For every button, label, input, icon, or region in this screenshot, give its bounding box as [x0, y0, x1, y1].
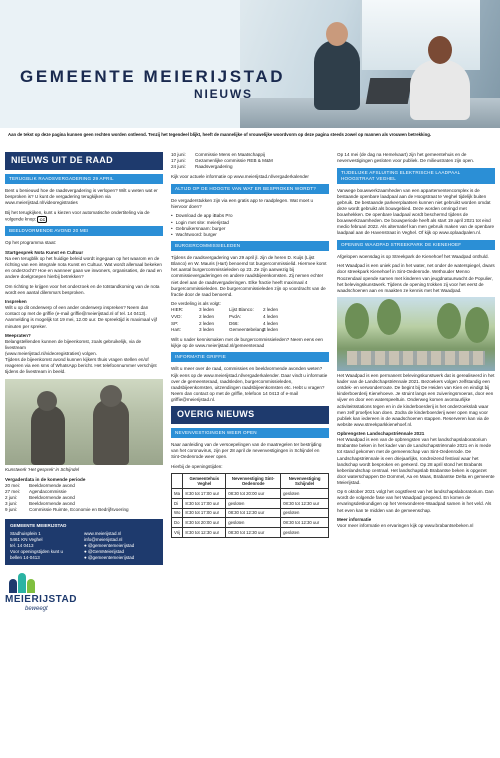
page-subtitle: NIEUWS — [194, 87, 253, 101]
contact-line: bellen 14-0413 — [10, 555, 40, 561]
statue-figure — [31, 405, 65, 465]
paragraph: Vanwege bouwwerkzaamheden van een appartementencomplex is de bestaande openbare laadpaal aan de Hoogstraat te Veghel tijdelijk buiten gebruik. De bestaande parkeerplaatsen kunnen niet gebruikt worden omdat deze wordt gebruikt als bouwgebied. Deze worden omringd met bouwhekken. De openbare laadpaal wordt beschermd tijdens de bouwwerkzaamheden. De bouwperiode heeft als start 19 april 2021 tot eind medio februari 2022. Als alternatief kan men gebruik maken van de openbare laadpaal aan de Havenstraat in Veghel. Of kijk op www.oplaadpalen.nl. — [337, 187, 495, 236]
paragraph: Het Waadpad is een van de opbrengsten van het landschapslaboratorium Brabantse beken in het kader van de Landschapstriënnale 2021 en is mede tot stand gekomen met de gemeenschap van Sint-Oedenrode. De Landschapstriënnale is een driejaarlijks, rondreizend festival waar het landschap wordt besproken en geëxerd. Op 28 april stond het Brabants kebenlandschap centraal. Het landschapslab Brabantse beken is opgezet door waterschappen De Dommel, Aa en Maas, Brabantse Delta en gemeente Meierijstad. — [337, 437, 495, 485]
subheading-waadpad: OPENING WAADPAD STREEKPARK DE KIENEHOEF — [337, 240, 495, 250]
table-cell: 08:30 tot 12:30 uur — [226, 508, 281, 518]
statue-figure — [93, 399, 129, 465]
table-header-cell: Nevenvestiging Sint-Oedenrode — [226, 474, 281, 489]
table-header-row — [172, 474, 329, 489]
paragraph: Voor meer informatie en ervaringen kijk op www.brabantsebeken.nl — [337, 523, 474, 529]
paragraph: (www.meierijstad.nl/videoregistraties) volgen. — [5, 351, 97, 357]
agenda-event: Gezamenlijke commissie REB & M&M — [195, 158, 273, 164]
contact-line: tel. 14 0413 — [10, 543, 34, 549]
table-cell: gesloten — [226, 499, 281, 509]
header-photo-person — [314, 40, 360, 110]
paragraph: Wilt u nader kennismaken met de burgercommissieleden? Neem eens een kijkje op de www.meierijstad.nl/gemeenteraad — [171, 336, 323, 348]
meierijstad-logo — [5, 573, 163, 614]
table-cell: gesloten — [281, 528, 329, 538]
tree-shape — [437, 303, 461, 339]
heading-landschapstriennale: Opbrengsten Landschapstriënnale 2021 — [337, 431, 425, 437]
contact-online — [84, 523, 158, 561]
table-row — [172, 508, 329, 518]
table-cell: Do — [172, 518, 183, 528]
facebook-handle: @gemeentemeierijstad — [87, 543, 135, 549]
party-name: PvdA: — [229, 313, 242, 319]
party-count: 2 leden — [199, 320, 215, 326]
paragraph: Na een terugblik op het huidige beleid wordt ingegaan op het waarom en de richting van een integrale nota Kunst en Cultuur. Wat wordt allemaal bekeken en onderzocht? Hoe en wanneer gaan we inwoners, organisaties, de raad en andere doelgroepen hierbij betrekken? — [5, 255, 162, 280]
agenda-list — [5, 483, 163, 513]
tree-shape — [377, 299, 401, 335]
artwork-photo — [5, 379, 163, 465]
paragraph: Afgelopen woensdag is op Streekpark de Kienehoef het Waadpad onthuld. — [337, 253, 489, 259]
paragraph: De verdeling is als volgt: — [171, 301, 221, 307]
agenda-date: 27 mei: — [5, 489, 21, 495]
party-count: 3 leden — [263, 327, 279, 333]
table-cell: 8:30 tot 17:00 uur — [183, 499, 226, 509]
instagram-link[interactable] — [84, 555, 158, 561]
table-cell: gesloten — [281, 508, 329, 518]
agenda-date: 9 juni: — [5, 507, 18, 513]
member-distribution — [171, 307, 329, 333]
agenda-date: 2 juni: — [5, 495, 18, 501]
list-item: • Download de app iBabs Pro — [171, 213, 329, 219]
contact-title: GEMEENTE MEIERIJSTAD — [10, 523, 67, 529]
agenda-event: Agendacommissie — [29, 489, 67, 495]
header-photo-laptop — [366, 78, 413, 104]
table-cell: 08:30 tot 12:30 uur — [281, 499, 329, 509]
twitter-icon: ● — [84, 549, 88, 555]
subheading-informatie-griffie: INFORMATIE GRIFFIE — [171, 352, 329, 362]
closed-caption-icon: CC — [37, 216, 47, 223]
agenda-date: 10 juni: — [171, 152, 186, 157]
table-row — [172, 518, 329, 528]
agenda-event: Beeldvormende avond — [29, 495, 75, 501]
statue-head — [37, 391, 57, 411]
twitter-handle: @GemMeierijstad — [87, 549, 125, 555]
app-instructions-list — [171, 213, 329, 237]
contact-address — [10, 523, 84, 561]
agenda-date: 20 mei: — [5, 483, 21, 489]
paragraph: Het Waadpad is een permanent belevingskunstwerk dat is gerealiseerd in het kader van de Landschapstriënnale 2021. Bezoekers volgen zelfstandig een ontdek- en verwonderroute. De begint bij De Heiden van Kien en eindigt bij kinderboerderij Kienehoeve. Je struint langs een zuiveringsmoeras, door een vijver en door een waterspeeltuin. Onderweg komen avontuurlijke activiteitsstations tegen en in de kinderboerderij is het onderzoekslab waar men zelf proefjes kan doen. Zodra de kinderboerderij weer open mag voor publiek kan iedereen in de waadschoenen stappen. Reserveren kan via de website www.streekparkkienehoef.nl. — [337, 373, 495, 427]
paragraph: Om richting te krijgen voor het onderzoek en de totstandkoming van de nota wordt een aantal dilemma's besproken. — [5, 283, 160, 295]
facebook-icon: ● — [84, 543, 88, 549]
table-cell: 8:30 tot 17:00 uur — [183, 508, 226, 518]
party-count: 3 leden — [199, 327, 215, 333]
agenda-item — [5, 507, 163, 513]
header-banner — [0, 0, 500, 128]
table-cell: 8:30 tot 17:00 uur — [183, 489, 226, 499]
agenda-event: Commissie Ruimte, Economie en Bedrijfsvoering — [29, 507, 129, 513]
party-name: HIER: — [171, 307, 184, 313]
subheading-terugblik: TERUGBLIK RAADSVERGADERING 29 APRIL — [5, 174, 163, 184]
party-name: Hart: — [171, 327, 181, 333]
photo-caption: Kunstwerk 'Het gesprek' in Schijndel — [5, 467, 80, 472]
subheading-nevenvestigingen: NEVENVESTIGINGEN WEER OPEN — [171, 428, 329, 438]
table-cell: Vrij — [172, 528, 183, 538]
heading-meer-informatie: Meer informatie — [337, 517, 372, 523]
waadpad-photo — [337, 297, 495, 371]
logo-name: MEIERIJSTAD — [5, 594, 77, 606]
heading-kunst-cultuur: Startgesprek Nota Kunst en Cultuur — [5, 249, 84, 255]
paragraph: Het Waadpad is een uniek pad in het water, net onder de waterspiegel, dwars door streekpark Kienehoef in Sint-Oedenrode. Wethouder Menno Roozendaal opende samen met kinderen van jeugdnatuurwacht de Populier, het belevingskunstwerk. Tijdens de opening trokken zij voor het eerst de waadschoenen aan en maakten ze kennis met het Waadpad. — [337, 263, 495, 293]
contact-line: 5461 KN Veghel — [10, 537, 43, 543]
agenda-event: Beeldvormende avond — [29, 501, 75, 507]
column-3 — [337, 152, 495, 533]
section-title-overig: OVERIG NIEUWS — [171, 406, 329, 424]
paragraph: Belangstellenden kunnen de bijeenkomst, zoals gebruikelijk, via de livestream — [5, 339, 142, 351]
paragraph: Wilt u meer over de raad, commissies en beeldvormende avonden weten? Kijk eens op de www.meierijstad.nl/vergaderkalender. Daar vindt u informatie over de gemeenteraad, raadsleden, burgercommissieleden, raadsbijeenkomsten, uitzendingen raadsbijeenkomsten etc. Hebt u vragen? Neem dan contact op met de griffie, telefoon 14 0413 of e-mail griffie@meierijstad.nl. — [171, 366, 328, 402]
tree-shape — [465, 307, 489, 343]
agenda-date: 3 juni: — [5, 501, 18, 507]
column-2 — [171, 152, 329, 538]
table-cell: gesloten — [226, 518, 281, 528]
logo-mark-icon — [9, 573, 35, 593]
party-count: 4 leden — [263, 313, 279, 319]
instagram-handle: @gemeentemeierijstad — [87, 555, 135, 561]
contact-box — [5, 519, 163, 565]
agenda-event: Raadsvergadering — [195, 164, 233, 170]
agenda-date: 24 juni: — [171, 164, 186, 170]
party-name: Lijst Blanco: — [229, 307, 254, 313]
list-item: • Gebruikersnaam: burger — [171, 226, 329, 232]
table-cell: 8:30 tot 20:00 uur — [183, 518, 226, 528]
agenda-date: 17 juni: — [171, 158, 186, 164]
paragraph: Naar aanleiding van de versoepelingen van de maatregelen ter bestrijding van het coronavirus, zijn per 28 april de nevenvestigingen in Schijndel en Sint-Oedenrode weer open. — [171, 442, 322, 460]
instagram-icon: ● — [84, 555, 88, 561]
header-photo-window — [360, 0, 480, 70]
statue-head — [100, 385, 122, 407]
table-cell: gesloten — [281, 489, 329, 499]
paragraph-text: Bij het terugkijken, kunt u kiezen voor automatische ondertiteling via de volgende knop: — [5, 209, 150, 222]
agenda-event: Commissie Mens en Maatschappij — [195, 152, 265, 157]
table-cell: Wo — [172, 508, 183, 518]
paragraph: Op het programma staat: — [5, 240, 57, 246]
contact-spacer — [84, 523, 158, 529]
paragraph: Hierbij de openingstijden: — [171, 463, 223, 469]
stepping-stones — [347, 351, 485, 365]
table-row — [172, 499, 329, 509]
paragraph: Op 14 mei (de dag na Hemelvaart) zijn het gemeentehuis en de nevenvestigingen gesloten voor publiek. De milieustraten zijn open. — [337, 152, 475, 164]
table-cell: Di — [172, 499, 183, 509]
heading-inspreken: Inspreken — [5, 299, 27, 305]
party-count: 2 leden — [263, 307, 279, 313]
paragraph: Tijdens de raadsvergadering van 29 april jl. zijn de heren D. Kuijs (Lijst Blanco) en W. Mauris (Hart) benoemd tot burgercommissielid. Hiermee komt het aantal burgercommissieleden op 23. Ze zijn aanwezig bij commissievergaderingen en andere raadsbijeenkomsten. Zij nemen echter niet deel aan de raadsvergaderingen. Elke fractie heeft maximaal 4 burgercommissieleden. De burgercommissieleden zijn op voordracht van de fractie door de raad benoemd. — [171, 255, 327, 297]
subheading-laadpaal: TIJDELIJKE AFSLUITING ELEKTRISCHE LAADPAAL HOOGSTRAAT VEGHEL — [337, 168, 495, 184]
subheading-burgercommissieleden: BURGERCOMMISSIELEDEN — [171, 241, 329, 251]
logo-tagline: beweegt — [25, 606, 48, 613]
agenda-item — [171, 164, 329, 170]
subheading-beeldvormende-avond: BEELDVORMENDE AVOND 20 MEI — [5, 226, 163, 236]
table-row — [172, 528, 329, 538]
list-item: • Wachtwoord: burger — [171, 232, 329, 238]
party-count: 3 leden — [199, 307, 215, 313]
table-cell: 08:30 tot 20:00 uur — [226, 489, 281, 499]
contact-line: Stadhuisplein 1 — [10, 531, 41, 537]
table-header-cell: Nevenvestiging Schijndel — [281, 474, 329, 489]
party-name: VVD: — [171, 313, 182, 319]
agenda-list-continued — [171, 152, 329, 170]
website-link[interactable]: www.meierijstad.nl — [84, 531, 122, 537]
tree-shape — [345, 303, 369, 339]
paragraph: Kijk voor actuele informatie op www.meierijstad.nl/vergaderkalender — [171, 174, 309, 180]
party-count: 2 leden — [199, 313, 215, 319]
table-header-cell — [172, 474, 183, 489]
disclaimer-text: Aan de tekst op deze pagina kunnen geen rechten worden ontleend. Tenzij het tegendeel blijkt, heeft de mannelijke of vrouwelijke woordvorm op deze pagina steeds zowel op mannen als vrouwen betrekking. — [8, 132, 432, 137]
table-cell: 08:30 tot 12:30 uur — [226, 528, 281, 538]
table-header-cell: Gemeentehuis Veghel — [183, 474, 226, 489]
list-item: • Login met site: meierijstad — [171, 220, 329, 226]
heading-vergaderdata: Vergaderdata in de komende periode — [5, 477, 86, 483]
paragraph: Bent u benieuwd hoe de raadsvergadering is verlopen? Wilt u weten wat er besproken is? U kunt de vergadering terugkijken via www.meierijstad.nl/videoregistraties — [5, 187, 158, 206]
table-cell: 8:30 tot 12:30 uur — [183, 528, 226, 538]
header-photo-person-head — [326, 22, 348, 46]
paragraph: Tijdens de bijeenkomst avond kunnen kijkers thuis vragen stellen en/of reageren via een sms of WhatsApp bericht. Het telefoonnummer verschijnt tijdens de livestream in beeld. — [5, 357, 157, 375]
contact-line: Voor openingstijden kunt u — [10, 549, 64, 555]
party-name: D66: — [229, 320, 239, 326]
paragraph: Wilt u op dit onderwerp of een ander onderwerp inspreken? Neem dan contact op met de griffie (e-mail griffie@meierijstad.nl of tel. 14 0413). Aanmelding is mogelijk tot 19 mei, 12.00 uur. De spreektijd is maximaal vijf minuten per spreker. — [5, 305, 157, 329]
email-link[interactable]: info@meierijstad.nl — [84, 537, 123, 543]
header-photo-person — [410, 60, 470, 120]
column-1 — [5, 152, 163, 614]
party-name: Gemeentebelang: — [229, 327, 266, 333]
header-photo-person-head — [428, 36, 452, 64]
table-cell: Ma — [172, 489, 183, 499]
party-name: SP: — [171, 320, 179, 326]
opening-hours-table — [171, 473, 329, 538]
section-title-raad: NIEUWS UIT DE RAAD — [5, 152, 163, 170]
agenda-event: Beeldvormende avond — [29, 483, 75, 489]
table-cell: 08:30 tot 12:30 uur — [281, 518, 329, 528]
paragraph: De vergaderstukken zijn via een gratis app te raadplegen. Wat moet u hiervoor doen? — [171, 197, 314, 209]
party-count: 4 leden — [263, 320, 279, 326]
paragraph — [5, 210, 163, 223]
subheading-altijd-op-de-hoogte: ALTIJD OP DE HOOGTE VAN WAT ER BESPROKEN WORDT? — [171, 184, 329, 194]
page-title: GEMEENTE MEIERIJSTAD — [20, 67, 286, 86]
heading-meepraten: Meepraten? — [5, 333, 31, 339]
table-row — [172, 489, 329, 499]
paragraph: Op 6 oktober 2021 volgt het oogstfeest van het landschapslaboratorium. Dan wordt de volgende fase van het Waadpad geopend. En komen de ervaringsdeskundigen op het Verwonderen-Waadpad samen in het veld. Als het even kan te midden van de gemeenschap. — [337, 489, 494, 513]
